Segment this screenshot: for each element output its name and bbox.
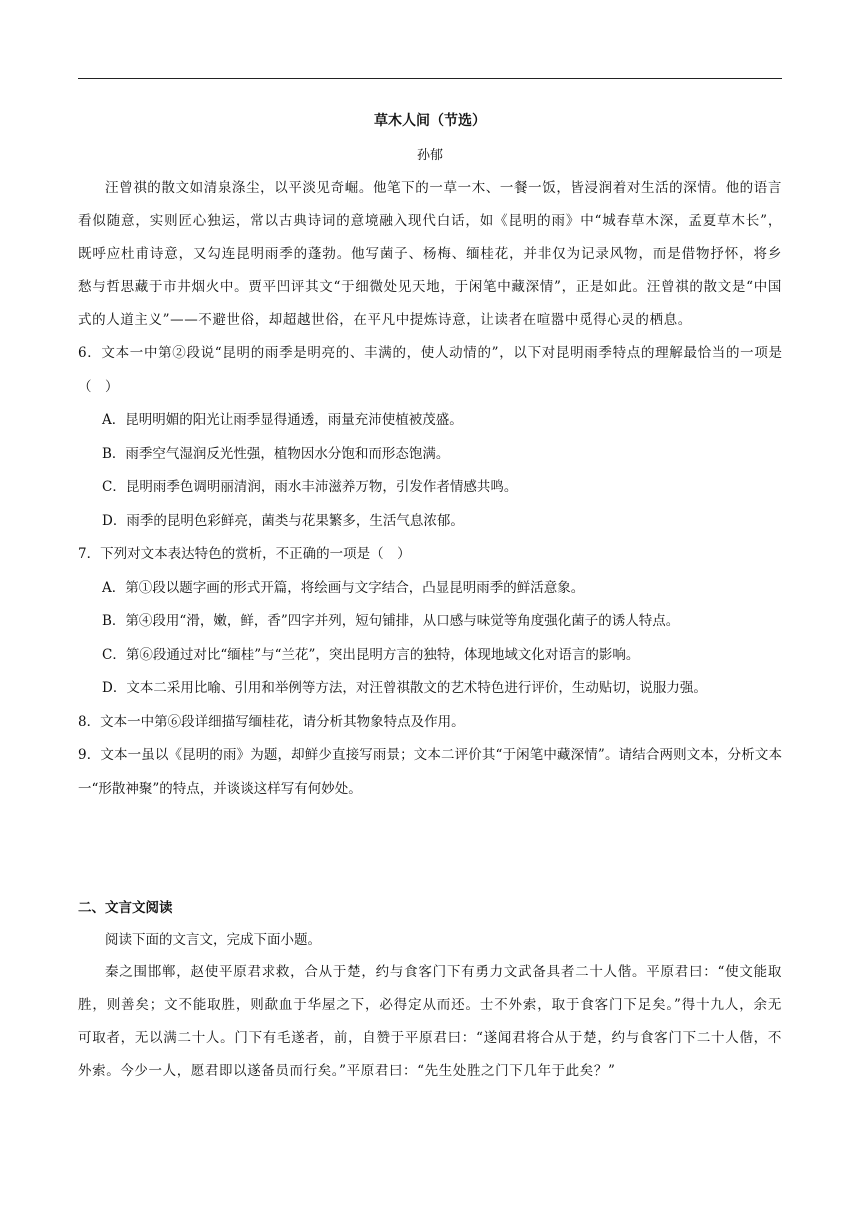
header-rule — [78, 78, 782, 79]
option-c: C．第⑥段通过对比“缅桂”与“兰花”，突出昆明方言的独特，体现地域文化对语言的影响。 — [102, 646, 640, 663]
essay-title: 草木人间（节选） — [374, 113, 486, 129]
option-a: A．昆明明媚的阳光让雨季显得通透，雨量充沛使植被茂盛。 — [102, 412, 463, 428]
section-intro: 阅读下面的文言文，完成下面小题。 — [105, 932, 321, 948]
section-heading: 二、文言文阅读 — [78, 900, 173, 916]
question-stem: 7．下列对文本表达特色的赏析，不正确的一项是（ ） — [78, 546, 411, 562]
question-9: 9．文本一虽以《昆明的雨》为题，却鲜少直接写雨景；文本二评价其“于闲笔中藏深情”。请结合两则文本，分析文本一“形散神聚”的特点，并谈谈这样写有何妙处。 — [78, 747, 782, 797]
question-stem: 6．文本一中第②段说“昆明的雨季是明亮的、丰满的，使人动情的”，以下对昆明雨季特点的理解最恰当的一项是（ ） — [78, 345, 782, 395]
option-c: C．昆明雨季色调明丽清润，雨水丰沛滋养万物，引发作者情感共鸣。 — [102, 479, 518, 495]
document-page — [78, 102, 782, 1088]
option-a: A．第①段以题字画的形式开篇，将绘画与文字结合，凸显昆明雨季的鲜活意象。 — [102, 579, 585, 596]
question-6 — [78, 337, 782, 538]
option-d: D．雨季的昆明色彩鲜亮，菌类与花果繁多，生活气息浓郁。 — [102, 512, 464, 529]
spacer — [78, 806, 782, 892]
option-d: D．文本二采用比喻、引用和举例等方法，对汪曾祺散文的艺术特色进行评价，生动贴切，说服力强。 — [102, 680, 707, 696]
question-8: 8．文本一中第⑥段详细描写缅桂花，请分析其物象特点及作用。 — [78, 713, 465, 730]
essay-author: 孙郁 — [416, 148, 443, 163]
essay-body: 汪曾祺的散文如清泉涤尘，以平淡见奇崛。他笔下的一草一木、一餐一饭，皆浸润着对生活的深情。他的语言看似随意，实则匠心独运，常以古典诗词的意境融入现代白话，如《昆明的雨》中“城春草木深，孟夏草木长”，既呼应杜甫诗意，又勾连昆明雨季的蓬勃。他写菌子、杨梅、缅桂花，并非仅为记录风物，而是借物抒怀，将乡愁与哲思藏于市井烟火中。贾平凹评其文“于细微处见天地，于闲笔中藏深情”，正是如此。汪曾祺的散文是“中国式的人道主义”——不避世俗，却超越世俗，在平凡中提炼诗意，让读者在喧嚣中觅得心灵的栖息。 — [78, 180, 782, 328]
option-b: B．第④段用“滑，嫩，鲜，香”四字并列，短句铺排，从口感与味觉等角度强化菌子的诱人特点。 — [102, 613, 680, 629]
question-7 — [78, 538, 782, 706]
classical-passage: 秦之围邯郸，赵使平原君求救，合从于楚，约与食客门下有勇力文武备具者二十人偕。平原君曰：“使文能取胜，则善矣；文不能取胜，则歃血于华屋之下，必得定从而还。士不外索，取于食客门下足矣。”得十九人，余无可取者，无以满二十人。门下有毛遂者，前，自赞于平原君曰：“遂闻君将合从于楚，约与食客门下二十人偕，不外索。今少一人，愿君即以遂备员而行矣。”平原君曰：“先生处胜之门下几年于此矣？” — [78, 964, 782, 1079]
option-b: B．雨季空气湿润反光性强，植物因水分饱和而形态饱满。 — [102, 445, 450, 462]
